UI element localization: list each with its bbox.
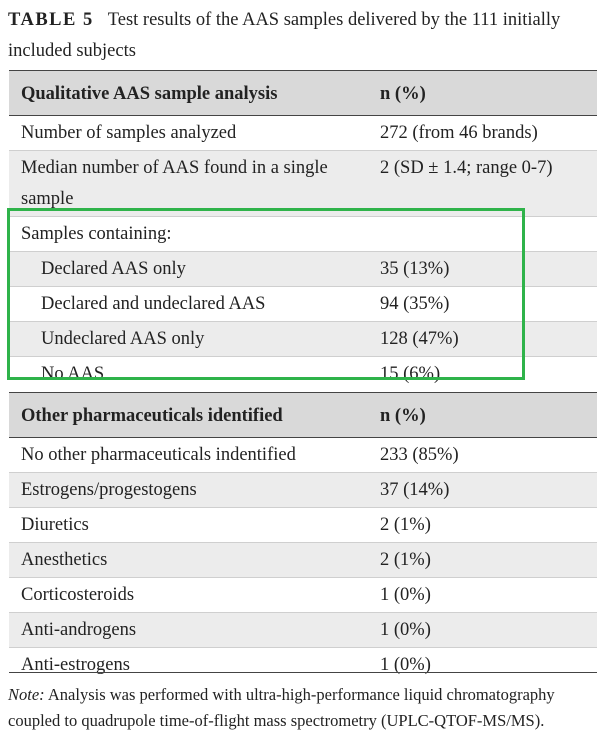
row-label: Declared and undeclared AAS (41, 294, 266, 314)
table-row (9, 322, 597, 357)
note-text: Analysis was performed with ultra-high-performance liquid chromatography coupled to quadrupole time-of-flight mass spectrometry (UPLC-QTOF-MS/MS). (8, 685, 555, 730)
table-note (8, 682, 598, 734)
table-row (9, 287, 597, 322)
row-label: Diuretics (21, 515, 89, 535)
table-title: Test results of the AAS samples delivered by the 111 initially included subjects (8, 10, 561, 61)
row-value: 1 (0%) (380, 655, 431, 675)
table-row (9, 252, 597, 287)
row-label: Anti-estrogens (21, 655, 130, 675)
row-label: No other pharmaceuticals indentified (21, 445, 296, 465)
row-value: 37 (14%) (380, 480, 450, 500)
table-row (9, 116, 597, 151)
row-label: Corticosteroids (21, 585, 135, 605)
row-label: Anti-androgens (21, 620, 137, 640)
row-value: 1 (0%) (380, 620, 431, 640)
table-row (9, 217, 597, 252)
table-row (9, 543, 597, 578)
table-row (9, 578, 597, 613)
row-label: Number of samples analyzed (21, 123, 237, 143)
row-value: 94 (35%) (380, 294, 450, 314)
header-label: Qualitative AAS sample analysis (21, 84, 278, 104)
row-label: Anesthetics (21, 550, 108, 570)
table-caption (8, 5, 598, 67)
row-value: 2 (1%) (380, 550, 431, 570)
header-label: Other pharmaceuticals identified (21, 406, 283, 426)
table-row (9, 648, 597, 683)
section-header-qualitative (9, 70, 597, 116)
row-value: 1 (0%) (380, 585, 431, 605)
table-row (9, 613, 597, 648)
table-row (9, 473, 597, 508)
row-value: 2 (SD ± 1.4; range 0-7) (380, 158, 553, 178)
row-label: No AAS (41, 364, 105, 384)
header-n: n (%) (380, 406, 426, 426)
table-row (9, 508, 597, 543)
table-row (9, 151, 597, 217)
section-header-other (9, 392, 597, 438)
row-value: 15 (6%) (380, 364, 441, 384)
table-bottom-rule (9, 672, 597, 673)
results-table (9, 70, 597, 683)
row-value: 128 (47%) (380, 329, 459, 349)
row-label: Estrogens/progestogens (21, 480, 197, 500)
row-label: Median number of AAS found in a single sample (21, 158, 328, 209)
row-value: 35 (13%) (380, 259, 450, 279)
row-value: 233 (85%) (380, 445, 459, 465)
row-label: Undeclared AAS only (41, 329, 205, 349)
header-n: n (%) (380, 84, 426, 104)
note-label: Note: (8, 685, 45, 704)
row-value: 272 (from 46 brands) (380, 123, 538, 143)
row-value: 2 (1%) (380, 515, 431, 535)
table-label: TABLE 5 (8, 10, 94, 30)
row-label: Declared AAS only (41, 259, 186, 279)
table-row (9, 357, 597, 392)
row-label: Samples containing: (21, 224, 172, 244)
table-row (9, 438, 597, 473)
